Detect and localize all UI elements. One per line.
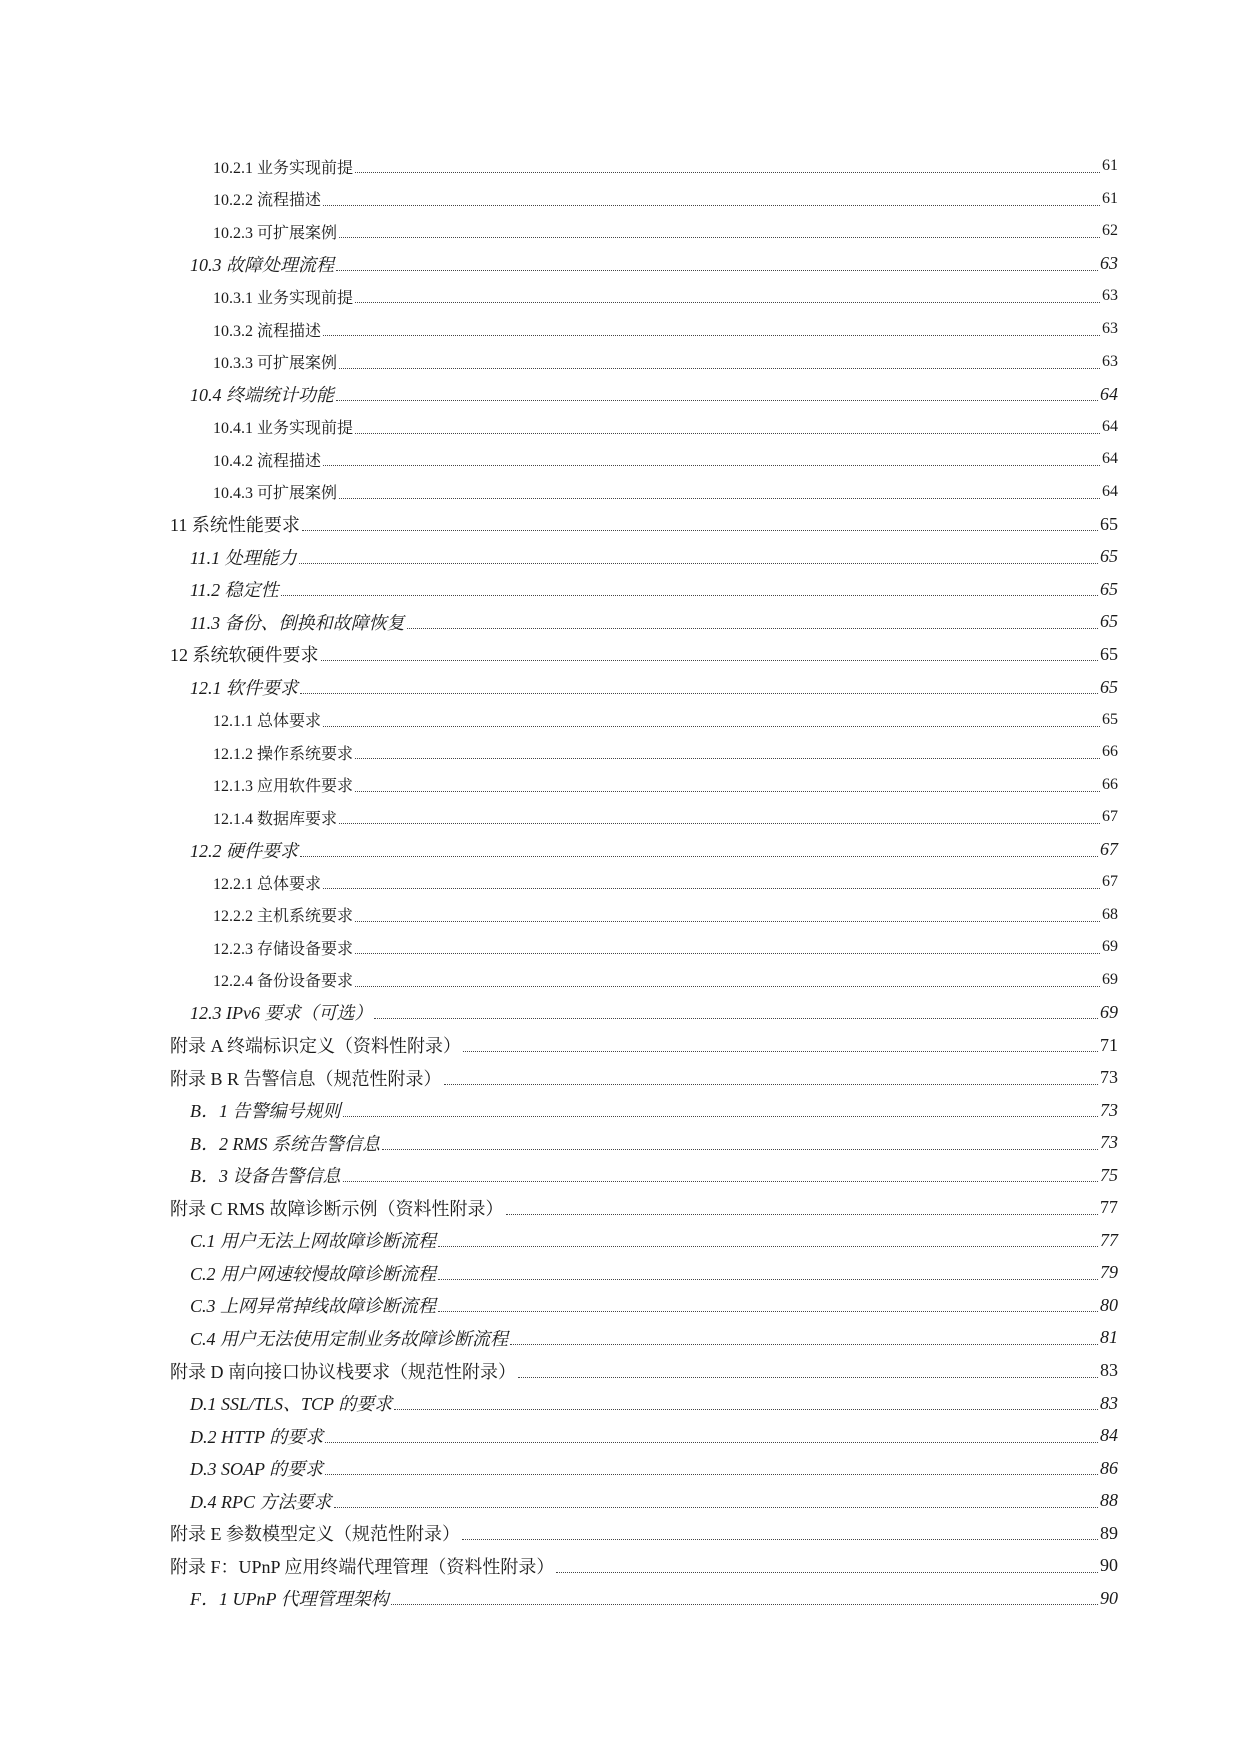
toc-entry-title: 11 系统性能要求 <box>170 515 300 536</box>
toc-page-number: 73 <box>1100 1132 1118 1153</box>
toc-page-number: 89 <box>1100 1522 1118 1543</box>
toc-page-number: 73 <box>1100 1099 1118 1120</box>
toc-entry[interactable] <box>0 443 1241 476</box>
toc-entry[interactable] <box>0 378 1241 411</box>
toc-entry[interactable] <box>0 638 1241 671</box>
toc-leader-dots <box>302 529 1098 531</box>
toc-page-number: 83 <box>1100 1360 1118 1380</box>
toc-entry[interactable] <box>0 508 1241 541</box>
toc-entry[interactable] <box>0 1029 1241 1062</box>
toc-entry-title: F．1 UPnP 代理管理架构 <box>190 1589 389 1610</box>
toc-entry-title: 12.1.1 总体要求 <box>213 713 322 731</box>
toc-leader-dots <box>323 334 1100 336</box>
toc-leader-dots <box>407 627 1098 629</box>
toc-leader-dots <box>444 1083 1098 1085</box>
toc-leader-dots <box>299 562 1098 564</box>
toc-leader-dots <box>336 269 1098 271</box>
toc-leader-dots <box>506 1213 1098 1215</box>
toc-page-number: 65 <box>1100 676 1118 697</box>
toc-entry[interactable] <box>0 1126 1241 1159</box>
toc-page-number: 63 <box>1102 320 1118 337</box>
toc-entry[interactable] <box>0 280 1241 313</box>
toc-entry[interactable] <box>0 183 1241 216</box>
toc-page-number: 71 <box>1100 1034 1118 1055</box>
toc-entry[interactable] <box>0 1517 1241 1550</box>
toc-page-number: 83 <box>1100 1392 1118 1413</box>
toc-entry-title: D.3 SOAP 的要求 <box>190 1459 324 1480</box>
toc-entry[interactable] <box>0 1257 1241 1290</box>
toc-entry[interactable] <box>0 150 1241 183</box>
toc-page-number: 68 <box>1102 905 1118 923</box>
toc-entry[interactable] <box>0 801 1241 834</box>
toc-entry[interactable] <box>0 931 1241 964</box>
toc-entry-title: 12.2.3 存储设备要求 <box>213 940 354 958</box>
toc-page-number: 66 <box>1102 775 1118 793</box>
toc-page-number: 90 <box>1100 1587 1118 1608</box>
toc-leader-dots <box>391 1603 1098 1605</box>
toc-leader-dots <box>518 1376 1098 1378</box>
toc-entry-title: 10.3.1 业务实现前提 <box>213 289 354 307</box>
toc-entry-title: 12.2.1 总体要求 <box>213 875 322 893</box>
toc-entry-title: 附录 B R 告警信息（规范性附录） <box>170 1068 442 1089</box>
toc-page-number: 84 <box>1100 1425 1118 1446</box>
toc-leader-dots <box>321 659 1099 661</box>
toc-page-number: 61 <box>1102 157 1118 175</box>
toc-entry-title: 附录 D 南向接口协议栈要求（规范性附录） <box>170 1361 516 1382</box>
toc-leader-dots <box>462 1538 1098 1540</box>
toc-entry[interactable] <box>0 215 1241 248</box>
toc-page-number: 64 <box>1102 450 1118 468</box>
toc-leader-dots <box>438 1310 1098 1312</box>
toc-leader-dots <box>336 399 1098 401</box>
toc-entry-title: 12.1.3 应用软件要求 <box>213 778 354 796</box>
toc-leader-dots <box>323 725 1100 727</box>
toc-entry[interactable] <box>0 1419 1241 1452</box>
toc-entry-title: 10.3 故障处理流程 <box>190 254 334 275</box>
toc-entry-title: 10.2.1 业务实现前提 <box>213 159 354 177</box>
toc-leader-dots <box>382 1148 1098 1150</box>
toc-entry-title: 12.1.4 数据库要求 <box>213 810 338 828</box>
toc-leader-dots <box>438 1278 1098 1280</box>
toc-page-number: 61 <box>1102 189 1118 207</box>
toc-leader-dots <box>355 432 1100 434</box>
toc-entry-title: 12.3 IPv6 要求（可选） <box>190 1003 373 1024</box>
toc-leader-dots <box>355 920 1100 922</box>
toc-leader-dots <box>438 1245 1098 1247</box>
toc-entry-title: C.4 用户无法使用定制业务故障诊断流程 <box>190 1328 509 1349</box>
toc-page-number: 86 <box>1100 1457 1118 1478</box>
table-of-contents <box>0 150 1241 1615</box>
toc-leader-dots <box>355 790 1100 792</box>
toc-page-number: 64 <box>1102 417 1118 435</box>
toc-entry[interactable] <box>0 1550 1241 1583</box>
toc-entry[interactable] <box>0 1582 1241 1615</box>
toc-entry[interactable] <box>0 833 1241 866</box>
toc-entry-title: 10.4 终端统计功能 <box>190 385 334 406</box>
toc-page-number: 65 <box>1100 611 1118 632</box>
toc-leader-dots <box>300 855 1098 857</box>
toc-entry-title: 10.2.2 流程描述 <box>213 192 322 210</box>
toc-page-number: 69 <box>1102 938 1118 956</box>
toc-page-number: 67 <box>1100 839 1118 860</box>
toc-page-number: 81 <box>1100 1327 1118 1348</box>
toc-page-number: 66 <box>1102 743 1118 761</box>
toc-entry-title: D.2 HTTP 的要求 <box>190 1426 324 1447</box>
toc-entry[interactable] <box>0 541 1241 574</box>
toc-page-number: 90 <box>1100 1555 1118 1576</box>
toc-leader-dots <box>510 1343 1098 1345</box>
toc-entry-title: 12.1.2 操作系统要求 <box>213 745 354 763</box>
toc-page-number: 77 <box>1100 1229 1118 1250</box>
toc-entry-title: C.3 上网异常掉线故障诊断流程 <box>190 1296 437 1317</box>
toc-entry[interactable] <box>0 248 1241 281</box>
toc-page-number: 69 <box>1100 1001 1118 1022</box>
toc-page-number: 73 <box>1100 1067 1118 1088</box>
toc-leader-dots <box>339 236 1100 238</box>
toc-entry-title: 10.4.1 业务实现前提 <box>213 420 354 438</box>
toc-entry-title: C.2 用户网速较慢故障诊断流程 <box>190 1263 437 1284</box>
toc-leader-dots <box>325 1441 1098 1443</box>
toc-page-number: 88 <box>1100 1490 1118 1511</box>
toc-page-number: 64 <box>1102 482 1118 500</box>
toc-entry[interactable] <box>0 410 1241 443</box>
toc-entry-title: 11.1 处理能力 <box>190 547 297 568</box>
toc-entry-title: 附录 F：UPnP 应用终端代理管理（资料性附录） <box>170 1556 555 1577</box>
toc-page-number: 67 <box>1102 873 1118 891</box>
toc-entry-title: 12.2.4 备份设备要求 <box>213 973 354 991</box>
toc-page-number: 65 <box>1100 578 1118 599</box>
toc-entry[interactable] <box>0 313 1241 346</box>
toc-entry-title: 附录 C RMS 故障诊断示例（资料性附录） <box>170 1198 504 1219</box>
toc-leader-dots <box>325 1473 1098 1475</box>
toc-page-number: 65 <box>1100 546 1118 567</box>
toc-entry[interactable] <box>0 1354 1241 1387</box>
toc-entry-title: 10.4.3 可扩展案例 <box>213 485 338 503</box>
toc-entry[interactable] <box>0 996 1241 1029</box>
toc-entry-title: B．3 设备告警信息 <box>190 1166 341 1187</box>
toc-entry-title: B．2 RMS 系统告警信息 <box>190 1133 380 1154</box>
toc-leader-dots <box>463 1050 1098 1052</box>
toc-entry[interactable] <box>0 606 1241 639</box>
toc-entry-title: 10.2.3 可扩展案例 <box>213 224 338 242</box>
toc-leader-dots <box>339 822 1100 824</box>
toc-entry[interactable] <box>0 736 1241 769</box>
toc-entry[interactable] <box>0 671 1241 704</box>
toc-entry[interactable] <box>0 1484 1241 1517</box>
toc-leader-dots <box>556 1571 1098 1573</box>
toc-entry-title: 附录 E 参数模型定义（规范性附录） <box>170 1524 460 1545</box>
toc-entry-title: 10.3.2 流程描述 <box>213 322 322 340</box>
toc-leader-dots <box>355 757 1100 759</box>
toc-page-number: 63 <box>1102 287 1118 305</box>
toc-entry-title: D.1 SSL/TLS、TCP 的要求 <box>190 1394 393 1415</box>
toc-leader-dots <box>355 171 1100 173</box>
toc-leader-dots <box>374 1017 1098 1019</box>
toc-page-number: 63 <box>1102 352 1118 370</box>
toc-entry[interactable] <box>0 1061 1241 1094</box>
toc-leader-dots <box>355 952 1100 954</box>
toc-entry[interactable] <box>0 899 1241 932</box>
toc-entry[interactable] <box>0 866 1241 899</box>
toc-leader-dots <box>281 594 1098 596</box>
toc-entry[interactable] <box>0 1094 1241 1127</box>
toc-page-number: 67 <box>1102 808 1118 826</box>
toc-leader-dots <box>355 301 1100 303</box>
toc-entry-title: B．1 告警编号规则 <box>190 1101 341 1122</box>
toc-page-number: 75 <box>1100 1164 1118 1185</box>
toc-leader-dots <box>355 985 1100 987</box>
toc-entry-title: 10.4.2 流程描述 <box>213 452 322 470</box>
toc-entry[interactable] <box>0 475 1241 508</box>
toc-leader-dots <box>394 1408 1098 1410</box>
toc-leader-dots <box>323 204 1100 206</box>
toc-page-number: 63 <box>1100 253 1118 274</box>
toc-page-number: 62 <box>1102 222 1118 240</box>
toc-page-number: 64 <box>1100 383 1118 404</box>
toc-entry[interactable] <box>0 1159 1241 1192</box>
toc-entry[interactable] <box>0 1192 1241 1225</box>
toc-page-number: 80 <box>1100 1294 1118 1315</box>
toc-leader-dots <box>339 367 1100 369</box>
toc-leader-dots <box>300 692 1098 694</box>
toc-leader-dots <box>343 1115 1099 1117</box>
toc-entry-title: D.4 RPC 方法要求 <box>190 1491 332 1512</box>
toc-page-number: 79 <box>1100 1262 1118 1283</box>
toc-entry[interactable] <box>0 964 1241 997</box>
toc-page-number: 69 <box>1102 970 1118 988</box>
toc-leader-dots <box>323 464 1100 466</box>
toc-leader-dots <box>343 1180 1099 1182</box>
toc-leader-dots <box>334 1506 1099 1508</box>
toc-page-number: 65 <box>1100 513 1118 534</box>
toc-entry[interactable] <box>0 1289 1241 1322</box>
toc-entry[interactable] <box>0 703 1241 736</box>
toc-page-number: 65 <box>1100 643 1118 664</box>
toc-entry[interactable] <box>0 768 1241 801</box>
toc-entry[interactable] <box>0 1224 1241 1257</box>
toc-entry[interactable] <box>0 1322 1241 1355</box>
toc-entry-title: 12.2 硬件要求 <box>190 840 298 861</box>
toc-entry-title: 12.1 软件要求 <box>190 678 298 699</box>
toc-page-number: 77 <box>1100 1197 1118 1218</box>
toc-entry-title: C.1 用户无法上网故障诊断流程 <box>190 1231 437 1252</box>
toc-entry[interactable] <box>0 573 1241 606</box>
toc-entry-title: 11.2 稳定性 <box>190 580 279 601</box>
toc-leader-dots <box>339 497 1100 499</box>
toc-page-number: 65 <box>1102 710 1118 728</box>
toc-entry-title: 12.2.2 主机系统要求 <box>213 908 354 926</box>
toc-entry-title: 12 系统软硬件要求 <box>170 645 319 666</box>
toc-entry[interactable] <box>0 1452 1241 1485</box>
toc-entry[interactable] <box>0 1387 1241 1420</box>
toc-entry[interactable] <box>0 345 1241 378</box>
toc-entry-title: 10.3.3 可扩展案例 <box>213 355 338 373</box>
toc-entry-title: 附录 A 终端标识定义（资料性附录） <box>170 1036 462 1057</box>
toc-entry-title: 11.3 备份、倒换和故障恢复 <box>190 612 405 633</box>
toc-leader-dots <box>323 887 1100 889</box>
